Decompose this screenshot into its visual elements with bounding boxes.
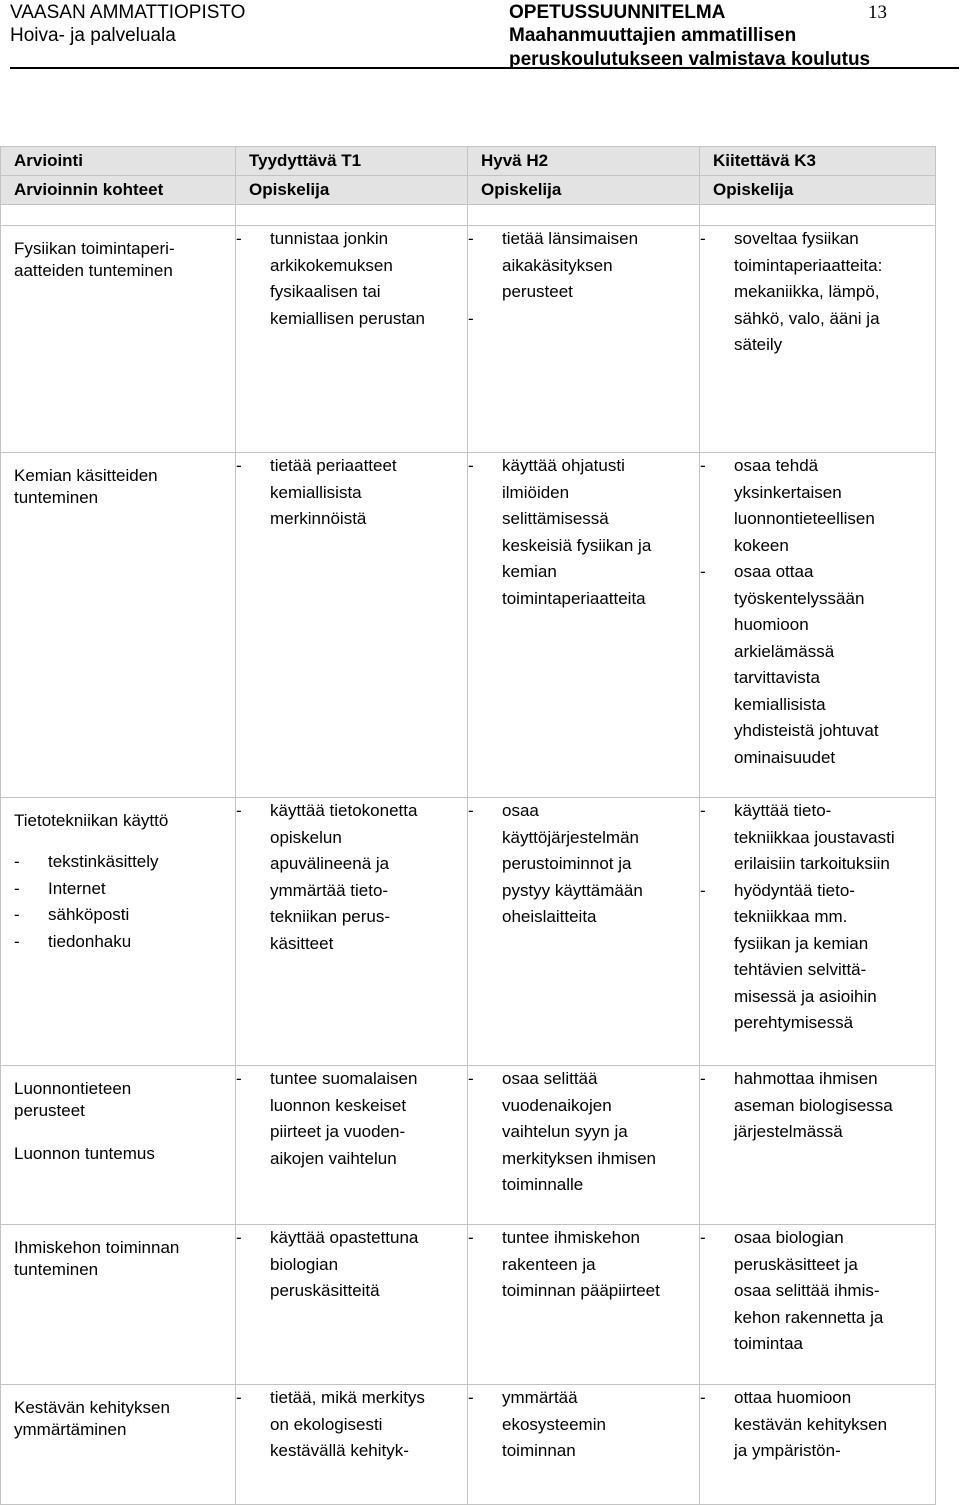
- criterion-cell-k3: [700, 1225, 936, 1385]
- criterion-line: - tietää, mikä merkitys: [270, 1388, 425, 1407]
- criterion-line: luonnon keskeiset: [270, 1095, 407, 1115]
- criterion-line: tekniikkaa joustavasti: [734, 827, 895, 847]
- criterion-line: - tietää länsimaisen: [502, 229, 639, 248]
- list-item: - Internet: [14, 876, 229, 903]
- header-cell: Arviointi: [1, 147, 236, 176]
- criterion-item: [236, 1385, 467, 1465]
- criterion-list: [468, 798, 699, 931]
- criterion-list: [700, 1385, 935, 1465]
- school-name: VAASAN AMMATTIOPISTO: [10, 2, 246, 23]
- criterion-cell-k3: [700, 226, 936, 453]
- criterion-line: osaa selittää ihmis-: [734, 1281, 880, 1300]
- criterion-item: [468, 1066, 699, 1199]
- criterion-item: [236, 453, 467, 533]
- target-text-block: [14, 465, 229, 509]
- target-text-block: [14, 1078, 229, 1122]
- criterion-item: [236, 1225, 467, 1305]
- table-row: [1, 1225, 936, 1385]
- criterion-line: - käyttää tietokonetta: [270, 801, 418, 820]
- program-title-line-2: peruskoulutukseen valmistava koulutus: [509, 49, 871, 70]
- list-item: - tekstinkäsittely: [14, 849, 229, 876]
- list-item: - tiedonhaku: [14, 929, 229, 956]
- assessment-target-cell: [1, 798, 236, 1066]
- criterion-list: [700, 1225, 935, 1358]
- criterion-line: huomioon: [734, 615, 809, 634]
- header-cell: Opiskelija: [700, 176, 936, 205]
- table-row: [1, 1066, 936, 1225]
- criterion-cell-k3: [700, 453, 936, 798]
- header-cell: Tyydyttävä T1: [236, 147, 468, 176]
- criterion-line: peruskäsitteitä: [270, 1281, 380, 1300]
- criterion-line: työskentelyssään: [734, 588, 865, 608]
- criterion-line: ominaisuudet: [734, 747, 836, 767]
- criterion-item: [468, 226, 699, 306]
- criterion-list: [236, 1066, 467, 1172]
- document-type: OPETUSSUUNNITELMA: [509, 2, 726, 23]
- criterion-line: toimintaa: [734, 1334, 803, 1353]
- criterion-list: [468, 1225, 699, 1305]
- criterion-cell-t1: [236, 453, 468, 798]
- criterion-cell-t1: [236, 1225, 468, 1385]
- criterion-list: [236, 1225, 467, 1305]
- header-cell: Opiskelija: [468, 176, 700, 205]
- table-row: [1, 453, 936, 798]
- criterion-line: - osaa selittää: [502, 1069, 598, 1088]
- criterion-line: pystyy käyttämään: [502, 880, 643, 900]
- target-text-line: Luonnon tuntemus: [14, 1144, 155, 1163]
- criterion-line: peruskäsitteet ja: [734, 1254, 858, 1274]
- criterion-list: [468, 1066, 699, 1199]
- criterion-item: [700, 559, 935, 771]
- criterion-cell-t1: [236, 1385, 468, 1505]
- criterion-list: [468, 226, 699, 306]
- criterion-line: biologian: [270, 1254, 339, 1274]
- criterion-cell-h2: [468, 1225, 700, 1385]
- header-cell: Opiskelija: [236, 176, 468, 205]
- criterion-line: mekaniikka, lämpö,: [734, 282, 880, 301]
- criterion-line: - osaa: [502, 801, 539, 820]
- table-row: [1, 1385, 936, 1505]
- criterion-item: [700, 798, 935, 878]
- assessment-criteria-table: [0, 146, 936, 1505]
- table-row: [1, 226, 936, 453]
- criterion-item: [700, 226, 935, 359]
- criterion-cell-k3: [700, 1066, 936, 1225]
- criterion-line: toiminnan pääpiirteet: [502, 1281, 660, 1300]
- target-text-block: [14, 1237, 229, 1281]
- criterion-line: perehtymisessä: [734, 1013, 854, 1032]
- criterion-line: opiskelun: [270, 827, 342, 847]
- criterion-line: merkityksen ihmisen: [502, 1148, 656, 1168]
- target-text-block: [14, 1397, 229, 1441]
- table-row: [1, 798, 936, 1066]
- criterion-line: - hahmottaa ihmisen: [734, 1069, 878, 1088]
- criterion-line: tekniikkaa mm.: [734, 907, 848, 926]
- criterion-line: - tunnistaa jonkin: [270, 229, 389, 248]
- criterion-line: - käyttää ohjatusti: [502, 456, 625, 475]
- criterion-item: [700, 453, 935, 559]
- criterion-line: - tietää periaatteet: [270, 456, 397, 475]
- criterion-line: ymmärtää tieto-: [270, 880, 389, 900]
- criterion-line: - osaa biologian: [734, 1228, 844, 1247]
- criterion-item: [700, 1225, 935, 1358]
- criterion-line: - käyttää opastettuna: [270, 1228, 419, 1247]
- criterion-line: käsitteet: [270, 933, 334, 953]
- target-text-line: Kestävän kehityksen: [14, 1398, 170, 1417]
- criterion-item: [700, 1385, 935, 1465]
- criterion-line: kestävällä kehityk-: [270, 1441, 409, 1460]
- criterion-line: aseman biologisessa: [734, 1095, 893, 1115]
- criterion-list: [236, 1385, 467, 1465]
- criterion-line: toimintaperiaatteita:: [734, 255, 883, 275]
- criterion-line: kokeen: [734, 535, 789, 555]
- criterion-line: tarvittavista: [734, 668, 820, 687]
- target-text-line: Ihmiskehon toiminnan: [14, 1238, 180, 1257]
- criterion-line: yksinkertaisen: [734, 482, 842, 502]
- target-text-line: perusteet: [14, 1101, 85, 1120]
- target-title: Tietotekniikan käyttö: [14, 811, 169, 830]
- header-cell: Hyvä H2: [468, 147, 700, 176]
- assessment-target-cell: [1, 1225, 236, 1385]
- criterion-line: - tuntee ihmiskehon: [502, 1228, 640, 1247]
- criterion-line: - osaa ottaa: [734, 562, 814, 581]
- criterion-item: [468, 1225, 699, 1305]
- criterion-line: sähkö, valo, ääni ja: [734, 308, 880, 328]
- criterion-cell-h2: [468, 1066, 700, 1225]
- criterion-line: vaihtelun syyn ja: [502, 1122, 628, 1141]
- target-text-line: Fysiikan toimintaperi-: [14, 239, 175, 258]
- criterion-line: oheislaitteita: [502, 907, 597, 926]
- criterion-item: [468, 798, 699, 931]
- target-text-block: [14, 1143, 229, 1165]
- criterion-line: kemiallisista: [734, 694, 826, 714]
- criterion-line: ja ympäristön-: [734, 1441, 841, 1460]
- page-number: 13: [868, 2, 887, 23]
- criterion-cell-k3: [700, 798, 936, 1066]
- criterion-list: [700, 226, 935, 359]
- target-text-line: tunteminen: [14, 488, 99, 507]
- criterion-line: keskeisiä fysiikan ja: [502, 535, 652, 555]
- criterion-line: - soveltaa fysiikan: [734, 229, 859, 248]
- header-cell: Kiitettävä K3: [700, 147, 936, 176]
- criterion-line: toiminnan: [502, 1441, 576, 1460]
- criterion-item: [700, 1066, 935, 1146]
- criterion-line: - tuntee suomalaisen: [270, 1069, 418, 1088]
- target-text-block: [14, 238, 229, 282]
- criterion-cell-h2: [468, 798, 700, 1066]
- criterion-line: toiminnalle: [502, 1175, 584, 1194]
- criterion-line: misessä ja asioihin: [734, 986, 877, 1006]
- criterion-line: kestävän kehityksen: [734, 1414, 888, 1434]
- criterion-line: fysikaalisen tai: [270, 282, 381, 301]
- criterion-line: rakenteen ja: [502, 1254, 596, 1274]
- criterion-line: ilmiöiden: [502, 482, 570, 502]
- criterion-list: [236, 453, 467, 533]
- criterion-line: - hyödyntää tieto-: [734, 880, 855, 900]
- criterion-line: luonnontieteellisen: [734, 509, 875, 528]
- criterion-line: käyttöjärjestelmän: [502, 827, 640, 847]
- criterion-list: [468, 1385, 699, 1465]
- criterion-line: yhdisteistä johtuvat: [734, 721, 879, 740]
- criterion-line: - ymmärtää: [502, 1388, 578, 1407]
- criterion-line: - käyttää tieto-: [734, 801, 832, 820]
- criterion-line: perusteet: [502, 282, 573, 301]
- criterion-line: aikojen vaihtelun: [270, 1148, 397, 1168]
- criterion-line: aikakäsityksen: [502, 255, 613, 275]
- criterion-line: on ekologisesti: [270, 1414, 383, 1434]
- target-text-line: Kemian käsitteiden: [14, 466, 158, 485]
- criterion-cell-k3: [700, 1385, 936, 1505]
- criterion-line: arkielämässä: [734, 641, 835, 661]
- target-text-line: ymmärtäminen: [14, 1420, 127, 1439]
- criterion-item: [236, 798, 467, 957]
- criterion-line: kehon rakennetta ja: [734, 1307, 884, 1327]
- criterion-item: [236, 1066, 467, 1172]
- criterion-line: - ottaa huomioon: [734, 1388, 852, 1407]
- criterion-line: kemiallisista: [270, 482, 362, 502]
- criterion-line: kemian: [502, 562, 557, 581]
- criterion-line: fysiikan ja kemian: [734, 933, 869, 953]
- criterion-list: [700, 798, 935, 1037]
- criterion-cell-t1: [236, 798, 468, 1066]
- header-rule: [10, 67, 959, 69]
- table-header-row: [1, 147, 936, 176]
- criterion-line: arkikokemuksen: [270, 255, 393, 275]
- assessment-target-cell: [1, 453, 236, 798]
- criterion-line: perustoiminnot ja: [502, 854, 632, 873]
- spacer-row: [1, 205, 936, 226]
- target-text-line: aatteiden tunteminen: [14, 261, 173, 280]
- criterion-line: piirteet ja vuoden-: [270, 1122, 406, 1141]
- criterion-line: kemiallisen perustan: [270, 308, 425, 328]
- criterion-line: erilaisiin tarkoituksiin: [734, 854, 890, 873]
- criterion-item: [468, 453, 699, 612]
- criterion-line: ekosysteemin: [502, 1414, 606, 1434]
- criterion-cell-h2: [468, 453, 700, 798]
- criterion-line: toimintaperiaatteita: [502, 588, 646, 608]
- criterion-item: [468, 1385, 699, 1465]
- criterion-cell-h2: [468, 226, 700, 453]
- target-text-line: Luonnontieteen: [14, 1079, 132, 1098]
- criterion-line: vuodenaikojen: [502, 1095, 612, 1115]
- criterion-line: selittämisessä: [502, 509, 609, 528]
- assessment-target-cell: [1, 226, 236, 453]
- criterion-line: järjestelmässä: [734, 1122, 843, 1141]
- criterion-item: [700, 878, 935, 1037]
- criterion-line: - osaa tehdä: [734, 456, 819, 475]
- criterion-cell-t1: [236, 1066, 468, 1225]
- criterion-list: [700, 1066, 935, 1146]
- criterion-list: [700, 453, 935, 771]
- target-text-line: tunteminen: [14, 1260, 99, 1279]
- table-subheader-row: [1, 176, 936, 205]
- department-name: Hoiva- ja palveluala: [10, 25, 176, 46]
- criterion-line: tehtävien selvittä-: [734, 960, 867, 979]
- criterion-list: [236, 798, 467, 957]
- criterion-line: säteily: [734, 335, 783, 354]
- assessment-target-cell: [1, 1066, 236, 1225]
- program-title-line-1: Maahanmuuttajien ammatillisen: [509, 25, 797, 46]
- criterion-cell-h2: [468, 1385, 700, 1505]
- assessment-target-cell: [1, 1385, 236, 1505]
- header-cell: Arvioinnin kohteet: [1, 176, 236, 205]
- list-item: - sähköposti: [14, 902, 229, 929]
- criterion-list: [236, 226, 467, 332]
- criterion-item: [236, 226, 467, 332]
- criterion-line: merkinnöistä: [270, 509, 367, 528]
- target-sublist: [14, 849, 229, 955]
- criterion-line: tekniikan perus-: [270, 907, 391, 926]
- criterion-cell-t1: [236, 226, 468, 453]
- criterion-line: apuvälineenä ja: [270, 854, 390, 873]
- criterion-list: [468, 453, 699, 612]
